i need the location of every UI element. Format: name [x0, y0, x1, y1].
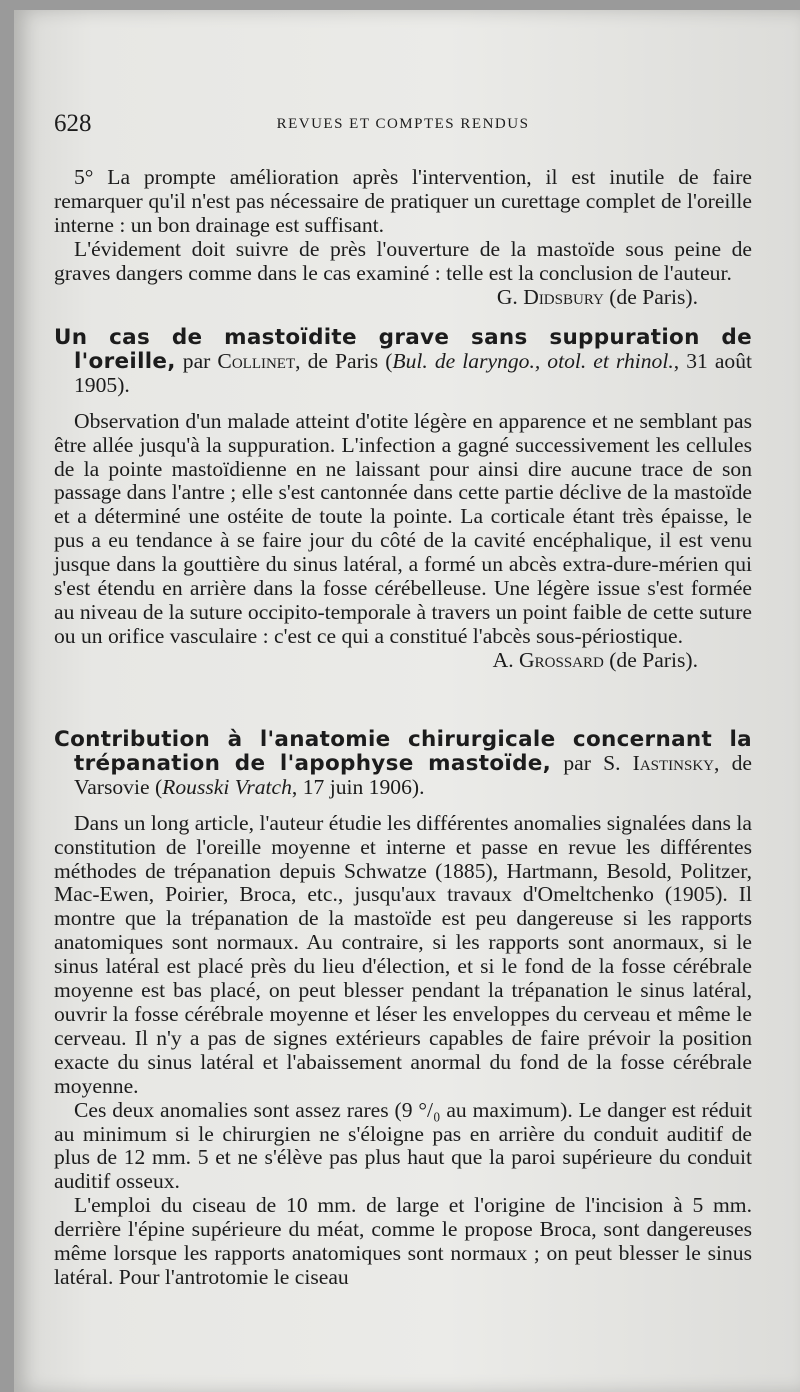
article-2-by: par S.: [551, 750, 633, 775]
page-number: 628: [54, 110, 92, 137]
signature-name: G. Didsbury: [496, 285, 604, 309]
article-2-date: , 17 juin 1906).: [291, 774, 425, 799]
article-1-paragraph-1: Observation d'un malade atteint d'otite légère en apparence et ne semblant pas être allée jusqu'à la suppuration. L'infection a gagné successivement les cellules de la pointe mastoïdienne en ne laissant pour ainsi dire aucune trace de son passage dans l'antre ; elle s'est cantonnée dans cette partie déclive de la mastoïde et a déterminé une ostéite de toute la pointe. La corticale étant très épaisse, le pus a eu tendance à se faire jour du côté de la cavité encéphalique, il est venu jusque dans la gouttière du sinus latéral, a formé un abcès extra-dure-mérien qui s'est étendu en arrière dans la fosse cérébelleuse. Une légère issue s'est formée au niveau de la suture occipito-temporale à travers un point faible de cette suture ou un orifice vasculaire : c'est ce qui a constitué l'abcès sous-périostique.: [54, 408, 752, 648]
signature-name: A. Grossard: [492, 647, 604, 672]
article-1-signature: [54, 649, 752, 673]
signature-place: (de Paris).: [603, 647, 698, 672]
intro-signature: [54, 286, 752, 310]
article-2-paragraph-2: Ces deux anomalies sont assez rares (9 °/₀ au maximum). Le danger est réduit au minimum si le chirurgien ne s'éloigne pas en arrière du conduit auditif de plus de 12 mm. 5 et ne s'élève pas plus haut que la paroi supérieure du conduit auditif osseux.: [54, 1097, 752, 1194]
article-1-author-place: , de Paris (: [295, 348, 393, 373]
intro-paragraph-2-text: L'évidement doit suivre de près l'ouverture de la mastoïde sous peine de graves dangers comme dans le cas examiné : telle est la conclusion de l'auteur.: [54, 237, 752, 285]
article-1-by: par: [175, 348, 218, 373]
running-head: REVUES ET COMPTES RENDUS: [276, 116, 530, 132]
page-header: [54, 110, 752, 140]
article-2-paragraph-1: Dans un long article, l'auteur étudie les différentes anomalies signalées dans la constitution de l'oreille moyenne et interne et passe en revue les différentes méthodes de trépanation depuis Schwatze (1885), Hartmann, Besold, Politzer, Mac-Ewen, Poirier, Broca, etc., jusqu'aux travaux d'Omeltchenko (1905). Il montre que la trépanation de la mastoïde est peu dangereuse si les rapports anatomiques sont normaux. Au contraire, si les rapports sont anormaux, si le sinus latéral est placé près du lieu d'élection, et si le fond de la fosse cérébrale moyenne est bas placé, on peut blesser pendant la trépanation le sinus latéral, ouvrir la fosse cérébrale moyenne et léser les enveloppes du cerveau et même le cerveau. Il n'y a pas de signes extérieurs capables de faire prévoir la position exacte du sinus latéral et l'abaissement anormal du fond de la fosse cérébrale moyenne.: [54, 810, 752, 1098]
intro-signature-block: [54, 286, 752, 310]
article-2-author-place: , de Varsovie (: [74, 750, 752, 799]
article-2-author: Iastinsky: [632, 750, 715, 775]
article-1: [54, 326, 752, 673]
article-1-author: Collinet: [217, 348, 296, 373]
book-page: [14, 10, 800, 1392]
article-1-journal: Bul. de laryngo., otol. et rhinol.: [392, 348, 674, 373]
article-1-heading: [54, 326, 752, 398]
intro-paragraph-2-block: [54, 238, 752, 286]
signature-place: (de Paris).: [603, 285, 698, 309]
article-2-journal: Rousski Vratch: [162, 774, 292, 799]
article-2-heading: [54, 728, 752, 800]
article-2-paragraph-3: L'emploi du ciseau de 10 mm. de large et l'origine de l'incision à 5 mm. derrière l'épine supérieure du méat, comme le propose Broca, sont dangereuses même lorsque les rapports anatomiques sont normaux ; on peut blesser le sinus latéral. Pour l'antrotomie le ciseau: [54, 1193, 752, 1289]
intro-section: [54, 165, 752, 237]
article-1-date: , 31 août 1905).: [74, 348, 753, 397]
article-1-title: Un cas de mastoïdite grave sans suppuration de l'oreille,: [54, 325, 752, 374]
article-2: [54, 728, 752, 1290]
article-2-title: Contribution à l'anatomie chirurgicale concernant la trépanation de l'apophyse mastoïde,: [54, 727, 752, 776]
intro-paragraph-1: 5° La prompte amélioration après l'intervention, il est inutile de faire remarquer qu'il n'est pas nécessaire de pratiquer un curettage complet de l'oreille interne : un bon drainage est suffisant.: [54, 165, 752, 237]
